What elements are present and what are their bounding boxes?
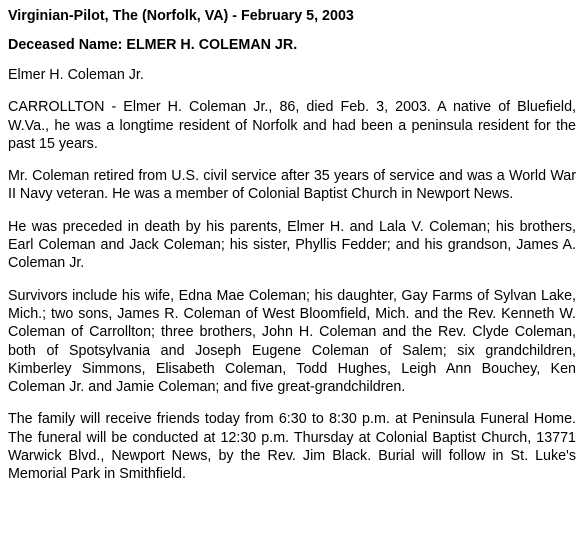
- survivors-paragraph: Survivors include his wife, Edna Mae Coleman; his daughter, Gay Farms of Sylvan Lake, Mich.; two sons, James R. Coleman of West Bloomfield, Mich. and the Rev. Kenneth W. Coleman of Carrollton; three brothers, John H. Coleman and the Rev. Clyde Coleman, both of Spotsylvania and Joseph Eugene Coleman of Salem; six grandchildren, Kimberley Simmons, Elisabeth Coleman, Todd Hughes, Leigh Ann Bouchey, Ken Coleman Jr. and Jamie Coleman; and five great-grandchildren.: [8, 287, 576, 396]
- services-paragraph: The family will receive friends today from 6:30 to 8:30 p.m. at Peninsula Funeral Home. The funeral will be conducted at 12:30 p.m. Thursday at Colonial Baptist Church, 13771 Warwick Blvd., Newport News, by the Rev. Jim Black. Burial will follow in St. Luke's Memorial Park in Smithfield.: [8, 411, 576, 483]
- intro-paragraph: CARROLLTON - Elmer H. Coleman Jr., 86, died Feb. 3, 2003. A native of Bluefield, W.Va., he was a longtime resident of Norfolk and had been a peninsula resident for the past 15 years.: [8, 99, 576, 152]
- source-line: Virginian-Pilot, The (Norfolk, VA) - February 5, 2003: [8, 8, 354, 24]
- career-paragraph: Mr. Coleman retired from U.S. civil service after 35 years of service and was a World War II Navy veteran. He was a member of Colonial Baptist Church in Newport News.: [8, 168, 576, 203]
- deceased-name-line: Deceased Name: ELMER H. COLEMAN JR.: [8, 37, 298, 53]
- preceded-paragraph: He was preceded in death by his parents, Elmer H. and Lala V. Coleman; his brothers, Earl Coleman and Jack Coleman; his sister, Phyllis Fedder; and his grandson, James A. Coleman Jr.: [8, 218, 576, 272]
- name-paragraph: Elmer H. Coleman Jr.: [8, 67, 144, 83]
